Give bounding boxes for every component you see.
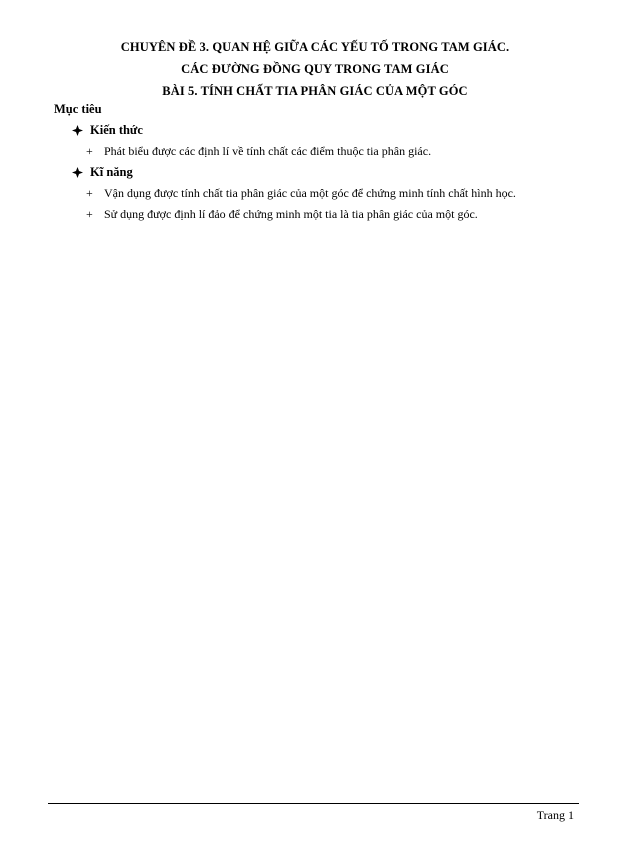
list-item [86,184,516,202]
plus-icon: + [86,186,93,200]
document-title [0,36,630,102]
list-item [86,142,431,160]
knowledge-heading-row [72,121,143,139]
skills-item-1: Vận dụng được tính chất tia phân giác của một góc để chứng minh tính chất hình học. [104,186,516,200]
title-line-2: CÁC ĐƯỜNG ĐỒNG QUY TRONG TAM GIÁC [181,62,449,76]
knowledge-heading: Kiến thức [90,123,143,137]
skills-item-2: Sử dụng được định lí đảo để chứng minh một tia là tia phân giác của một góc. [104,207,478,221]
objectives-heading: Mục tiêu [54,102,102,116]
diamond-icon [72,125,83,136]
plus-icon: + [86,144,93,158]
footer-divider [48,803,579,804]
plus-icon: + [86,207,93,221]
knowledge-item-1: Phát biểu được các định lí về tính chất các điểm thuộc tia phân giác. [104,144,432,158]
title-line-1: CHUYÊN ĐỀ 3. QUAN HỆ GIỮA CÁC YẾU TỐ TRONG TAM GIÁC. [120,40,510,54]
diamond-icon [72,167,83,178]
title-line-3: BÀI 5. TÍNH CHẤT TIA PHÂN GIÁC CỦA MỘT GÓC [162,84,468,98]
skills-heading: Kĩ năng [90,165,133,179]
list-item [86,205,478,223]
page-number: Trang 1 [536,808,574,822]
skills-heading-row [72,163,133,181]
